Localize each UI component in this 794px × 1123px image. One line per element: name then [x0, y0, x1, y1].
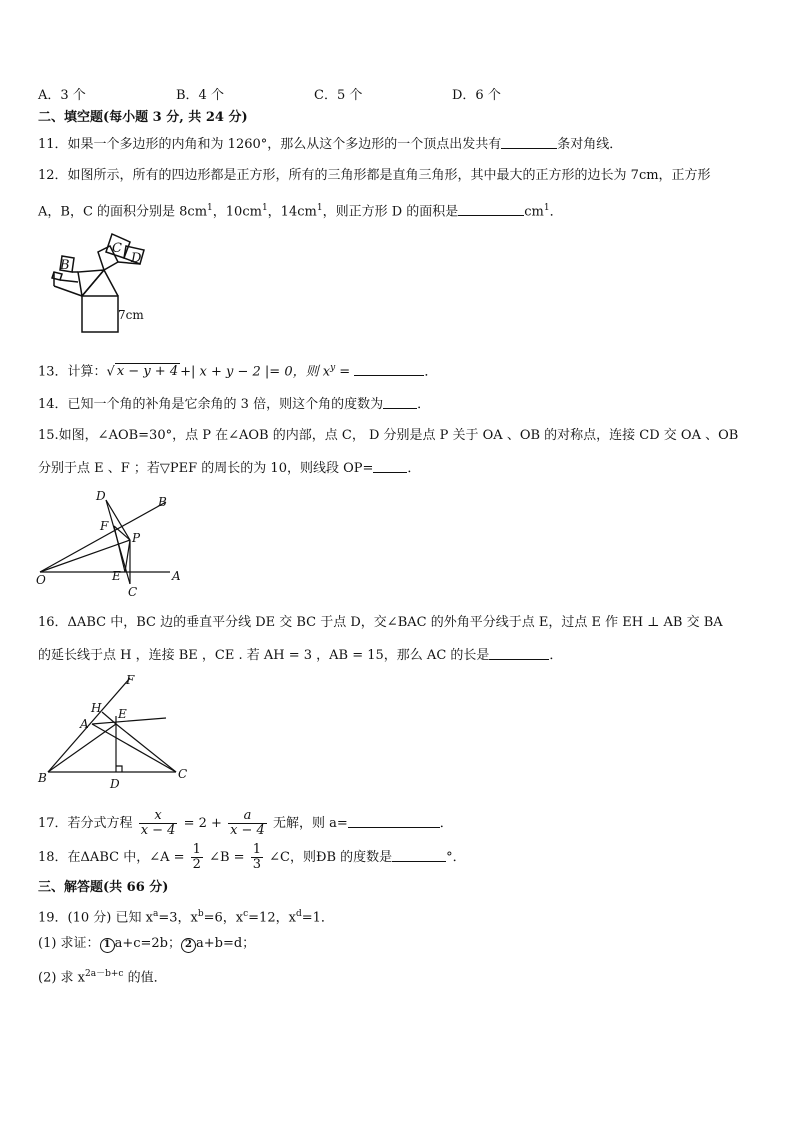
q18-prefix: 18．在ΔABC 中，∠A = — [38, 850, 185, 865]
q18-end: °． — [446, 850, 466, 865]
q17-mid: = 2 + — [183, 816, 222, 831]
question-19-part1 — [38, 936, 255, 953]
q11-end: 条对角线． — [557, 137, 623, 152]
question-17 — [38, 808, 453, 840]
question-11 — [38, 136, 622, 153]
label-a: A — [80, 717, 89, 731]
q12-seg-a: A，B，C 的面积分别是 8cm — [38, 204, 208, 220]
q15-figure — [34, 488, 194, 598]
q13-end: ． — [424, 364, 438, 380]
q17-fraction-2: $\frac{a}{x - 4}$ — [230, 808, 265, 838]
q14-text: 14．已知一个角的补角是它余角的 3 倍，则这个角的度数为 — [38, 397, 384, 412]
q19-exp-a: a — [152, 909, 159, 919]
q12-seg-e: cm — [524, 204, 544, 220]
option-b: B．4 个 — [176, 88, 224, 103]
label-b: B — [158, 495, 167, 509]
right-angle-mark — [116, 766, 122, 772]
ray-ob — [40, 502, 166, 572]
q17-end: ． — [439, 816, 453, 831]
q15-blank[interactable] — [373, 460, 407, 473]
label-f: F — [126, 673, 135, 687]
q19-seg: =6，x — [203, 910, 244, 926]
q18-fraction-2: $\frac{1}{3}$ — [252, 842, 261, 872]
label-7cm: 7cm — [118, 308, 144, 322]
question-18 — [38, 842, 466, 874]
label-p: P — [132, 531, 141, 545]
option-a: A．3 个 — [38, 88, 86, 103]
circled-number-2-icon: 2 — [181, 938, 196, 953]
question-16-line1: 16．ΔABC 中，BC 边的垂直平分线 DE 交 BC 于点 D，交∠BAC 的外角平分线于点 E，过点 E 作 EH ⊥ AB 交 BA — [38, 615, 723, 630]
q13-exp: y — [330, 363, 336, 373]
segment — [54, 286, 82, 296]
q12-exp: 1 — [207, 203, 213, 213]
label-o: O — [36, 573, 46, 587]
q12-figure — [40, 232, 170, 338]
segment-ep — [125, 540, 130, 572]
question-19-part2 — [38, 966, 167, 986]
q12-exp: 1 — [316, 203, 323, 213]
label-d: D — [96, 489, 106, 503]
question-12-line2 — [38, 200, 563, 220]
q17-fraction-1: $\frac{x}{x - 4}$ — [140, 808, 176, 838]
label-c: C — [178, 767, 188, 781]
q13-middle: +| x + y − 2 |= 0，则 x — [180, 364, 331, 380]
q18-suffix: ∠C，则ÐB 的度数是 — [269, 850, 393, 865]
q19-part2-end: 的值． — [123, 970, 167, 986]
option-c: C．5 个 — [314, 88, 363, 103]
q19-seg: =3，x — [158, 910, 198, 926]
option-d: D．6 个 — [452, 88, 501, 103]
q12-seg-c: ，14cm — [267, 204, 317, 220]
q19-exp-b: b — [197, 909, 204, 919]
q19-seg: 19．(10 分) 已知 x — [38, 910, 153, 926]
q19-part2-label: (2) 求 x — [38, 970, 86, 986]
segment-be — [48, 724, 116, 772]
q16-blank[interactable] — [489, 647, 549, 660]
circled-number-1-icon: 1 — [100, 938, 115, 953]
question-19-line1 — [38, 906, 334, 926]
label-d: D — [110, 777, 120, 791]
q15-line2: 分别于点 E 、F ；若▽PEF 的周长的为 10，则线段 OP= — [38, 461, 374, 476]
q16-line2: 的延长线于点 H ，连接 BE ，CE . 若 AH = 3 ，AB = 15，那么 AC 的长是 — [38, 648, 490, 663]
q12-exp: 1 — [261, 203, 268, 213]
q11-blank[interactable] — [501, 136, 557, 149]
segment-ac — [92, 724, 176, 772]
left-square — [78, 270, 104, 296]
label-a: A — [172, 569, 181, 583]
question-14 — [38, 396, 430, 413]
q19-exp-c: c — [243, 909, 249, 919]
q19-part1-b: a+c=2b； — [114, 936, 181, 951]
label-b: B — [60, 258, 70, 273]
q19-part2-exp: 2a－b+c — [85, 969, 124, 979]
section-3-title: 三、解答题(共 66 分) — [38, 880, 169, 895]
question-13: 13．计算：√ x − y + 4 +| x + y − 2 |= 0，则 $x^y$ = ． — [38, 363, 438, 380]
q17-blank[interactable] — [348, 815, 440, 828]
label-c: C — [128, 585, 138, 598]
q19-part1-c: a+b=d； — [195, 936, 256, 951]
segment-ce — [116, 724, 176, 772]
q12-end: ． — [549, 204, 563, 220]
question-15-line1: 15.如图，∠AOB=30°，点 P 在∠AOB 的内部，点 C， D 分别是点 P 关于 OA 、OB 的对称点，连接 CD 交 OA 、OB — [38, 428, 739, 443]
q18-mid: ∠B = — [209, 850, 245, 865]
label-d: D — [131, 251, 142, 266]
question-12-line1: 12．如图所示，所有的四边形都是正方形，所有的三角形都是直角三角形，其中最大的正方形的边长为 7cm，正方形 — [38, 168, 711, 183]
q13-prefix: 13．计算： — [38, 364, 107, 380]
q17-prefix: 17．若分式方程 — [38, 816, 133, 831]
q12-seg-d: ，则正方形 D 的面积是 — [322, 204, 459, 220]
q12-blank[interactable] — [458, 203, 524, 216]
segment-op — [40, 540, 130, 572]
label-e: E — [112, 569, 121, 583]
q11-text: 11．如果一个多边形的内角和为 1260°，那么从这个多边形的一个顶点出发共有 — [38, 137, 502, 152]
q14-blank[interactable] — [383, 396, 417, 409]
q16-figure — [34, 672, 194, 794]
segment — [60, 280, 78, 282]
q18-fraction-1: $\frac{1}{2}$ — [192, 842, 201, 872]
label-b: B — [38, 771, 47, 785]
question-16-line2 — [38, 647, 562, 664]
q13-suffix: = — [335, 364, 355, 380]
q19-part1-label: (1) 求证： — [38, 936, 100, 951]
label-f: F — [100, 519, 109, 533]
q15-end: ． — [407, 461, 421, 476]
q12-seg-b: ，10cm — [212, 204, 262, 220]
q14-end: ． — [417, 397, 431, 412]
q13-blank[interactable] — [354, 363, 424, 376]
q12-exp: 1 — [543, 203, 550, 213]
label-h: H — [91, 701, 102, 715]
q19-seg: =1． — [301, 910, 334, 926]
q19-exp-d: d — [295, 909, 302, 919]
q13-radicand: x − y + 4 — [116, 364, 179, 380]
question-15-line2 — [38, 460, 420, 477]
section-2-title: 二、填空题(每小题 3 分, 共 24 分) — [38, 110, 248, 125]
segment-fe — [114, 526, 125, 572]
label-e: E — [118, 707, 127, 721]
q18-blank[interactable] — [392, 849, 446, 862]
q17-suffix: 无解，则 a= — [272, 816, 348, 831]
q16-end: ． — [549, 648, 563, 663]
exterior-bisector — [92, 718, 166, 724]
label-c: C — [112, 241, 122, 256]
q19-seg: =12，x — [248, 910, 296, 926]
largest-square — [82, 296, 118, 332]
